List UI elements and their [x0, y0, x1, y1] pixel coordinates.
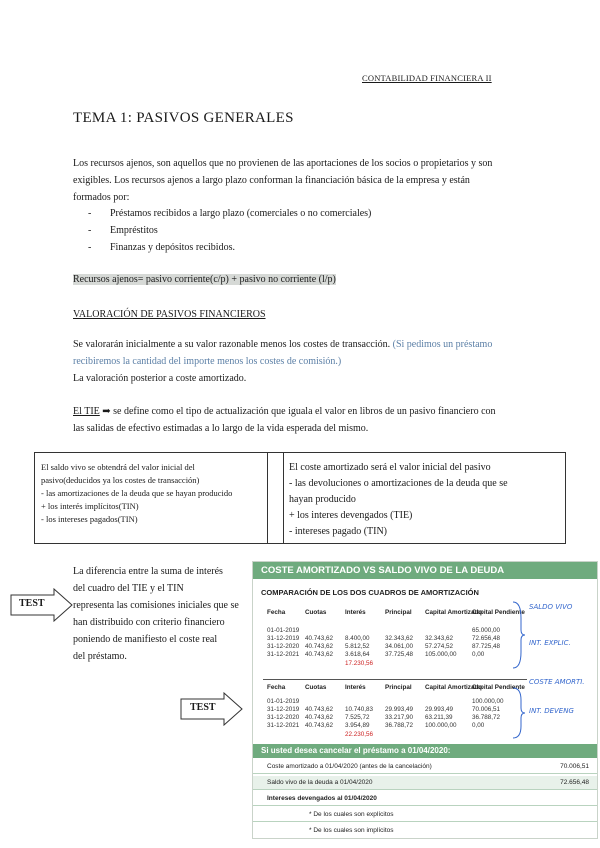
- list-item: - Préstamos recibidos a largo plazo (comerciales o no comerciales): [88, 208, 372, 219]
- formula-line: [73, 271, 533, 288]
- divider: [267, 453, 268, 543]
- cancel-row: Saldo vivo de la deuda a 01/04/2020 72.656,48: [253, 776, 597, 790]
- list-item: - Finanzas y depósitos recibidos.: [88, 242, 235, 253]
- valuation-paragraph: [73, 336, 533, 387]
- table-total: 22.230,56: [345, 731, 374, 738]
- intro-line-2: exigibles. Los recursos ajenos a largo plazo conforman la financiación básica de la empresa y están: [73, 175, 470, 186]
- brace-icon: [511, 686, 527, 740]
- panel-subtitle: COMPARACIÓN DE LOS DOS CUADROS DE AMORTIZACIÓN: [261, 588, 479, 597]
- box-left-line: - los intereses pagados(TIN): [41, 514, 138, 524]
- box-left-line: El saldo vivo se obtendrá del valor inicial del: [41, 462, 195, 472]
- difference-paragraph: [73, 563, 253, 665]
- intro-line-3: formados por:: [73, 192, 130, 203]
- comparison-box: [34, 452, 566, 544]
- coste-amortizado-definition: [289, 460, 559, 540]
- brace-icon: [511, 600, 527, 670]
- tie-text-1: se define como el tipo de actualización que iguala el valor en libros de un pasivo financiero con: [113, 406, 496, 417]
- difference-line: del préstamo.: [73, 651, 127, 662]
- cancel-row: Intereses devengados al 01/04/2020: [253, 792, 597, 806]
- difference-line: representa las comisiones iniciales que se: [73, 600, 239, 611]
- note-coste-amorti: COSTE AMORTI.: [529, 678, 585, 686]
- difference-line: han distribuido con criterio financiero: [73, 617, 225, 628]
- box-left-line: pasivo(deducidos ya los costes de transacción): [41, 475, 200, 485]
- intro-paragraph: [73, 155, 533, 206]
- box-right-line: + los interes devengados (TIE): [289, 510, 413, 521]
- formula-highlight: Recursos ajenos= pasivo corriente(c/p) + pasivo no corriente (l/p): [73, 274, 336, 285]
- tie-paragraph: [73, 403, 533, 437]
- list-item: - Empréstitos: [88, 225, 158, 236]
- table-tin: Fecha Cuotas Interés Principal Capital Amortizado Capital Pendiente 01-01-2019 65.000,00 31-12-2019 40.743,62 8.400,00 32.343,62 32.343,62 72.656,48 31-12-2020 40.743,62 5.812,52 34.061,00 57.274,52 87.725,48 31-12-2021 40.743,62 3.618,64 37.725,48 105.000,00 0,00 17.230,56: [267, 609, 525, 667]
- table-total: 17.230,56: [345, 660, 374, 667]
- test-label: TEST: [19, 598, 45, 609]
- course-header: CONTABILIDAD FINANCIERA II: [362, 73, 492, 83]
- tie-label: El TIE: [73, 406, 100, 417]
- table-tie: Fecha Cuotas Interés Principal Capital Amortizado Capital Pendiente 01-01-2019 100.000,00 31-12-2019 40.743,62 10.740,83 29.993,49 29.993,49 70.006,51 31-12-2020 40.743,62 7.525,72 33.217,90 63.211,39 36.788,72 31-12-2021 40.743,62 3.954,89 36.788,72 100.000,00 0,00 22.230,56: [267, 684, 525, 738]
- box-right-line: - intereses pagado (TIN): [289, 526, 388, 537]
- intro-line-1: Los recursos ajenos, son aquellos que no provienen de las aportaciones de los socios o propietarios y son: [73, 158, 493, 169]
- tie-text-2: las salidas de efectivo estimadas a lo largo de la vida esperada del mismo.: [73, 423, 369, 434]
- section-title: VALORACIÓN DE PASIVOS FINANCIEROS: [73, 309, 266, 320]
- valuation-note-a: (Si pedimos un préstamo: [392, 339, 493, 350]
- cancel-row: Coste amortizado a 01/04/2020 (antes de la cancelación) 70.006,51: [253, 760, 597, 774]
- note-int-deveng: INT. DEVENG: [529, 707, 574, 715]
- cancel-row: * De los cuales son implícitos: [309, 827, 394, 834]
- arrow-icon: ➡: [102, 406, 111, 417]
- note-saldo-vivo: SALDO VIVO: [529, 603, 573, 611]
- bullet-list: [88, 205, 371, 256]
- cancel-row: * De los cuales son explícitos: [253, 808, 597, 822]
- test-label: TEST: [190, 702, 216, 713]
- difference-line: La diferencia entre la suma de interés: [73, 566, 223, 577]
- box-right-line: El coste amortizado será el valor inicial del pasivo: [289, 462, 491, 473]
- difference-line: del cuadro del TIE y el TIN: [73, 583, 184, 594]
- divider: [283, 453, 284, 543]
- difference-line: poniendo de manifiesto el coste real: [73, 634, 218, 645]
- box-left-line: - las amortizaciones de la deuda que se hayan producido: [41, 488, 233, 498]
- page-title: TEMA 1: PASIVOS GENERALES: [73, 110, 294, 126]
- cancel-title: Si usted desea cancelar el préstamo a 01/04/2020:: [253, 744, 597, 758]
- amortization-comparison-panel: [252, 561, 598, 839]
- valuation-note-b: recibiremos la cantidad del importe menos los costes de comisión.): [73, 356, 342, 367]
- box-right-line: - las devoluciones o amortizaciones de la deuda que se: [289, 478, 508, 489]
- box-right-line: hayan producido: [289, 494, 356, 505]
- valuation-line-1: Se valorarán inicialmente a su valor razonable menos los costes de transacción.: [73, 339, 391, 350]
- divider: [263, 679, 527, 680]
- box-left-line: + los interés implícitos(TIN): [41, 501, 139, 511]
- note-int-explic: INT. EXPLIC.: [529, 639, 571, 647]
- valuation-line-2: La valoración posterior a coste amortizado.: [73, 373, 247, 384]
- saldo-vivo-definition: [41, 461, 266, 526]
- panel-title: COSTE AMORTIZADO VS SALDO VIVO DE LA DEUDA: [253, 562, 597, 579]
